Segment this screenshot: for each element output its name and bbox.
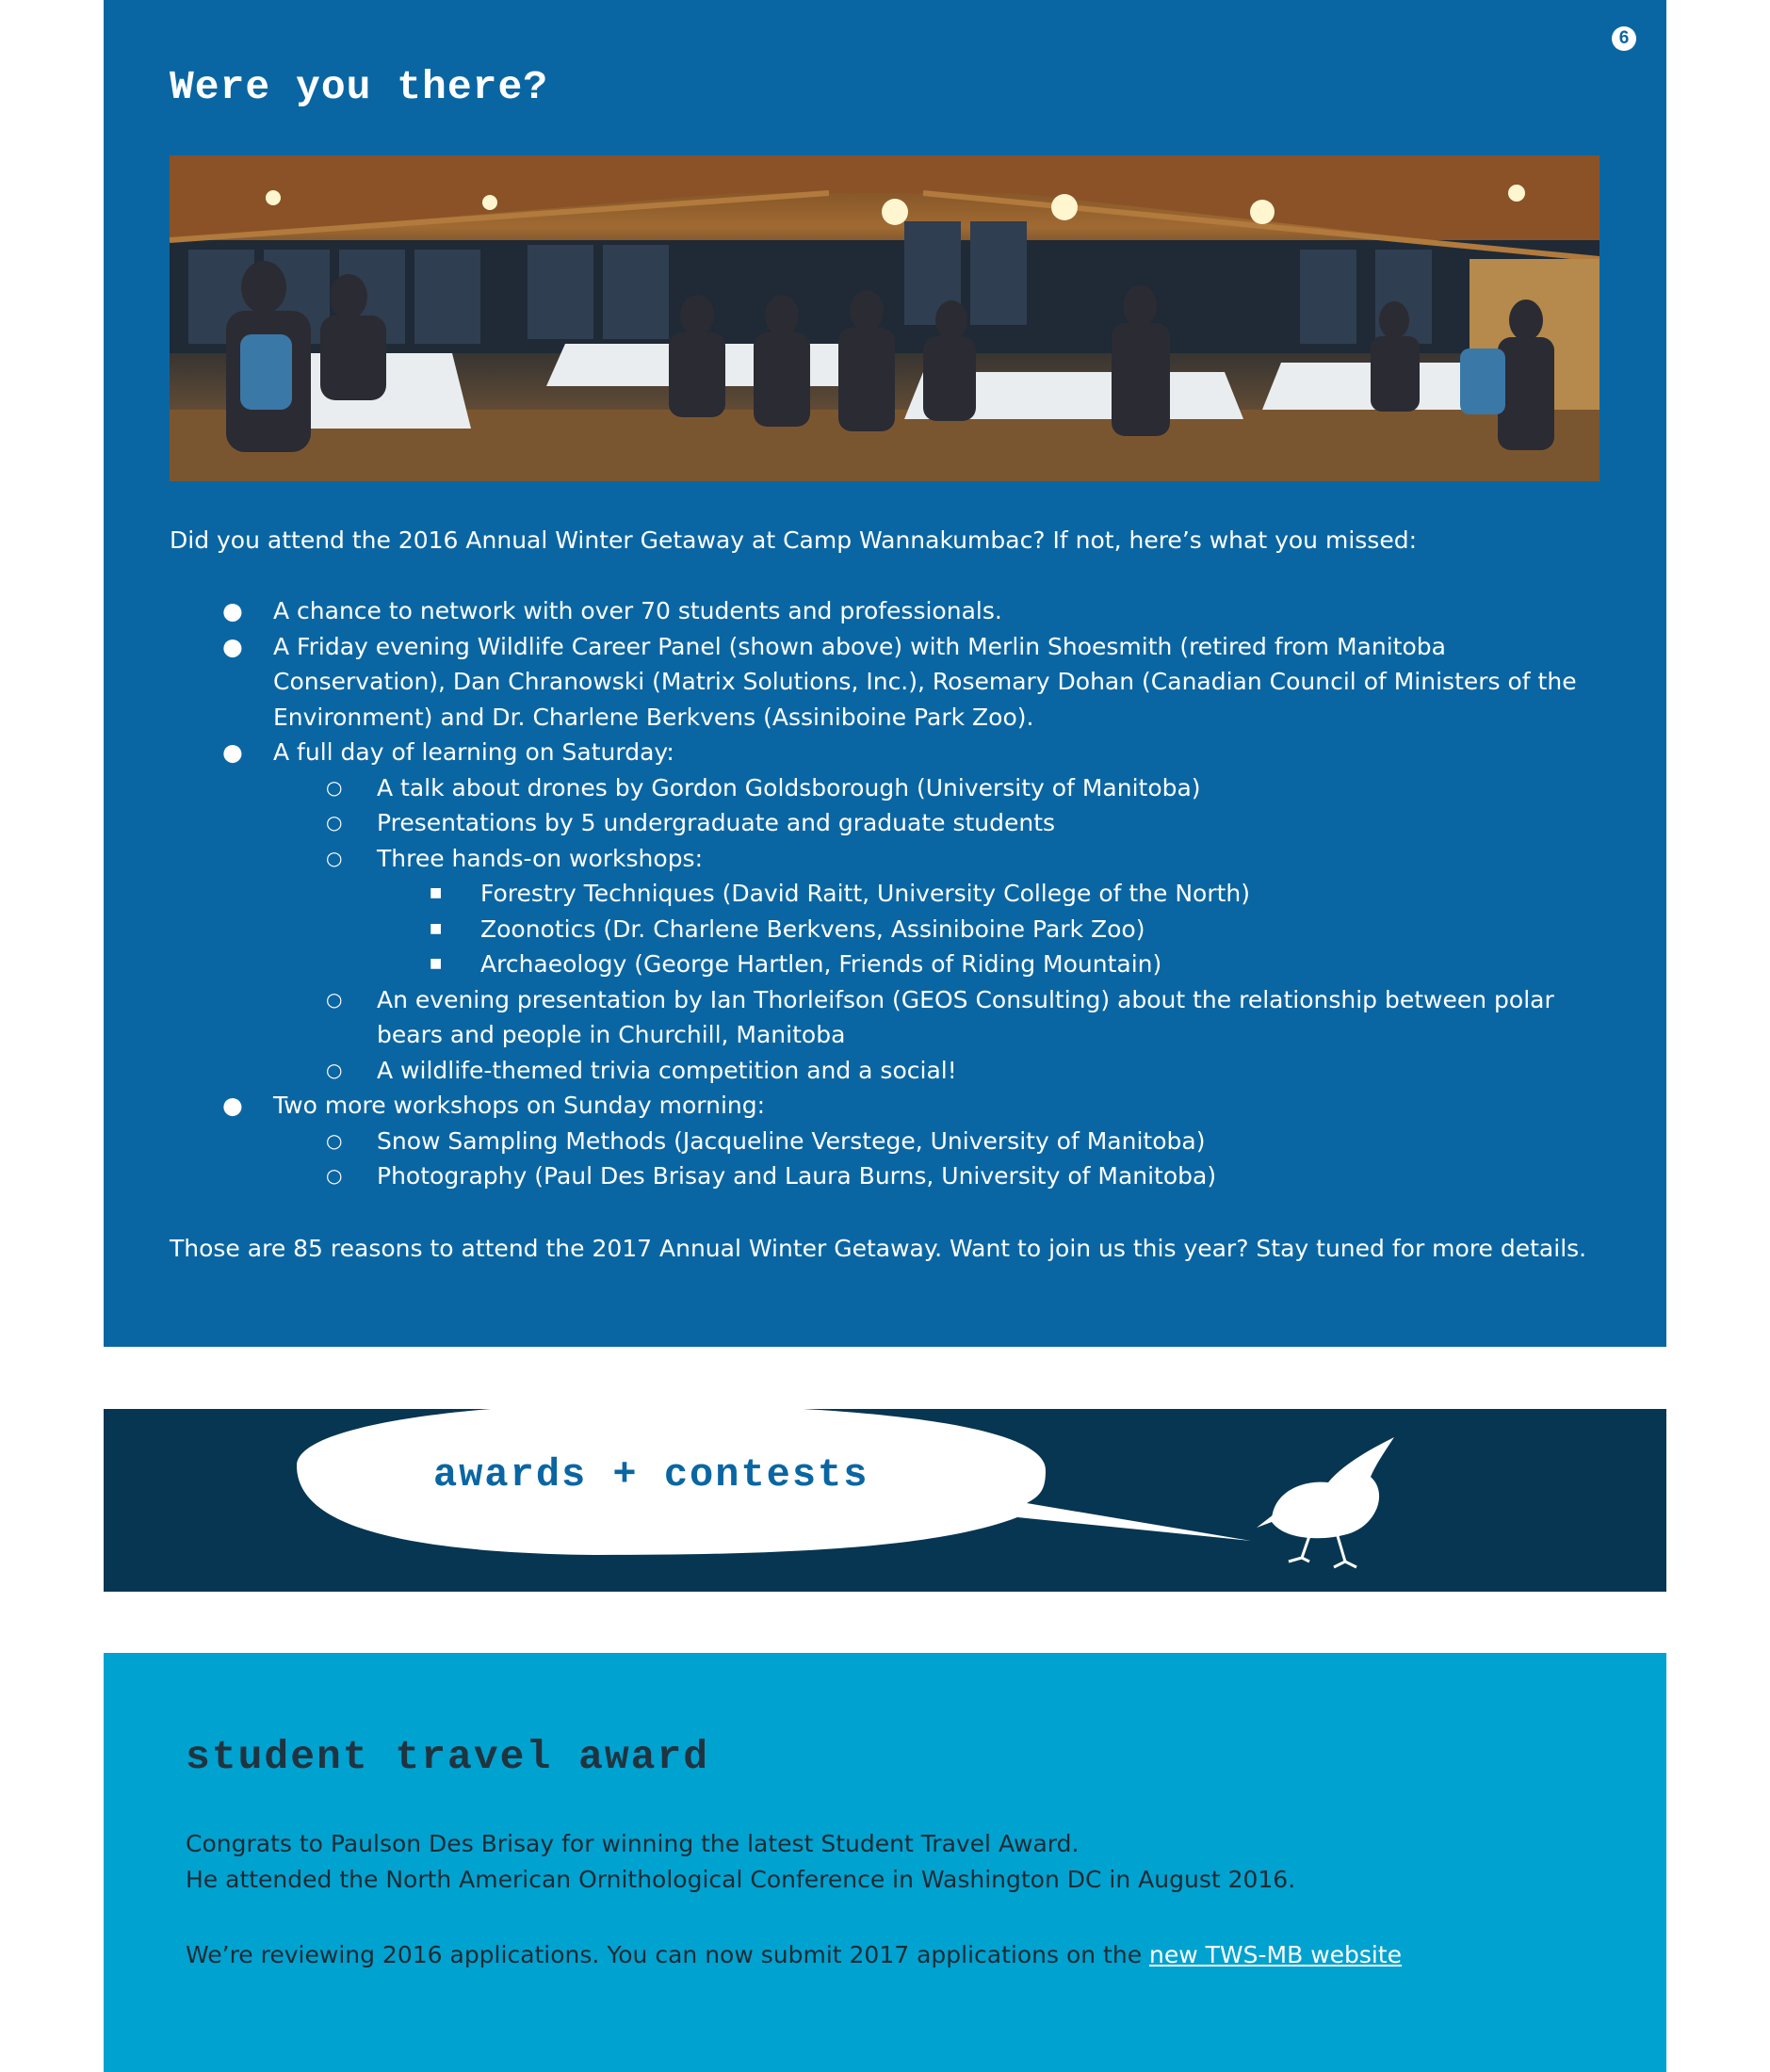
award-line-3-text: We’re reviewing 2016 applications. You can now submit 2017 applications on the (186, 1941, 1150, 1968)
list-item: ● A full day of learning on Saturday: ○ A talk about drones by Gordon Goldsborough (University of Manitoba) ○ Presentations by 5 undergraduate and graduate students ○ Three hands-on workshops: ■ Forestry Techniques (David Raitt, University College of the North) ■ Zoonotics (Dr. Charlene Berkvens, Assiniboine Park Zoo) ■ Archaeology (George Hartlen, Friends of Riding Mountain) ○ An evening presentation by Ian Thorleifson (GEOS Consulting) about the relationship between polar bears and people in Churchill, Manitoba ○ A wildlife-themed trivia competition and a social! (170, 735, 1611, 1088)
list-item: ■ Forestry Techniques (David Raitt, University College of the North) (377, 876, 1611, 912)
bullet-circle-icon: ○ (326, 1128, 343, 1152)
list-item: ■ Archaeology (George Hartlen, Friends of Riding Mountain) (377, 947, 1611, 982)
awards-contests-banner (104, 1409, 1666, 1592)
bullet-circle-icon: ○ (326, 846, 343, 869)
award-line-2: He attended the North American Ornithological Conference in Washington DC in August 2016. (186, 1866, 1296, 1893)
list-item: ○ A talk about drones by Gordon Goldsborough (University of Manitoba) (273, 770, 1611, 806)
tws-mb-website-link[interactable]: new TWS-MB website (1149, 1941, 1403, 1968)
saturday-list (273, 770, 1611, 1089)
travel-award-panel (104, 1653, 1666, 2072)
list-item: ● A chance to network with over 70 students and professionals. (170, 593, 1611, 629)
bullet-dot-icon: ● (222, 738, 243, 766)
getaway-outro: Those are 85 reasons to attend the 2017 Annual Winter Getaway. Want to join us this year? Stay tuned for more details. (170, 1235, 1587, 1262)
bullet-dot-icon: ● (222, 632, 243, 660)
bullet-circle-icon: ○ (326, 1058, 343, 1081)
bullet-dot-icon: ● (222, 597, 243, 624)
bird-icon (1257, 1437, 1394, 1567)
career-panel-photo (170, 155, 1599, 481)
section-title-were-you-there: Were you there? (170, 64, 549, 110)
page-number-badge: 6 (1612, 26, 1636, 51)
list-item: ● A Friday evening Wildlife Career Panel (shown above) with Merlin Shoesmith (retired from Manitoba Conservation), Dan Chranowski (Matrix Solutions, Inc.), Rosemary Dohan (Canadian Council of Ministers of the Environment) and Dr. Charlene Berkvens (Assiniboine Park Zoo). (170, 629, 1611, 736)
list-item: ● Two more workshops on Sunday morning: ○ Snow Sampling Methods (Jacqueline Verstege, University of Manitoba) ○ Photography (Paul Des Brisay and Laura Burns, University of Manitoba) (170, 1088, 1611, 1194)
bullet-circle-icon: ○ (326, 1164, 343, 1187)
getaway-panel (104, 0, 1666, 1347)
bullet-circle-icon: ○ (326, 987, 343, 1011)
list-item: ○ Three hands-on workshops: ■ Forestry Techniques (David Raitt, University College of the North) ■ Zoonotics (Dr. Charlene Berkvens, Assiniboine Park Zoo) ■ Archaeology (George Hartlen, Friends of Riding Mountain) (273, 841, 1611, 982)
bullet-circle-icon: ○ (326, 811, 343, 834)
speech-bubble-and-bird (104, 1409, 1666, 1592)
photo-illustration (170, 155, 1599, 481)
list-item: ○ Photography (Paul Des Brisay and Laura Burns, University of Manitoba) (273, 1158, 1611, 1194)
list-item: ■ Zoonotics (Dr. Charlene Berkvens, Assiniboine Park Zoo) (377, 912, 1611, 947)
bullet-square-icon: ■ (430, 920, 443, 936)
award-line-3 (186, 1937, 1599, 1973)
list-item: ○ A wildlife-themed trivia competition and a social! (273, 1053, 1611, 1089)
bullet-square-icon: ■ (430, 885, 443, 900)
missed-list (170, 593, 1611, 1194)
sunday-list (273, 1124, 1611, 1194)
section-title-travel-award: student travel award (186, 1734, 710, 1780)
list-item: ○ An evening presentation by Ian Thorleifson (GEOS Consulting) about the relationship between polar bears and people in Churchill, Manitoba (273, 982, 1611, 1053)
getaway-intro: Did you attend the 2016 Annual Winter Getaway at Camp Wannakumbac? If not, here’s what you missed: (170, 526, 1417, 554)
bullet-dot-icon: ● (222, 1092, 243, 1119)
award-line-1: Congrats to Paulson Des Brisay for winning the latest Student Travel Award. (186, 1830, 1080, 1857)
workshop-list (377, 876, 1611, 982)
bullet-circle-icon: ○ (326, 775, 343, 799)
bullet-square-icon: ■ (430, 956, 443, 971)
list-item: ○ Presentations by 5 undergraduate and graduate students (273, 805, 1611, 841)
list-item: ○ Snow Sampling Methods (Jacqueline Verstege, University of Manitoba) (273, 1124, 1611, 1159)
